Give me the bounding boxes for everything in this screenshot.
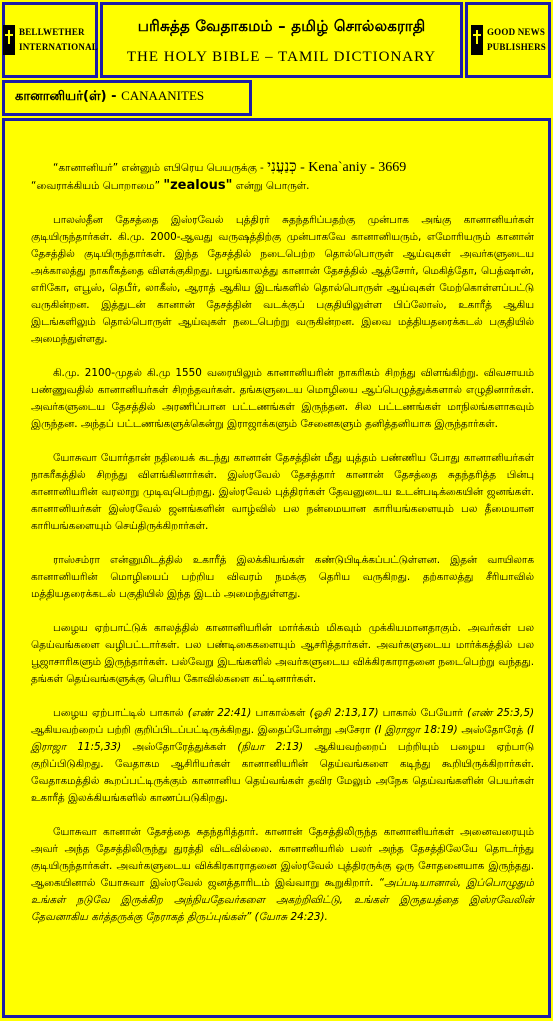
logo-right-line2: PUBLISHERS	[486, 42, 547, 52]
entry-content	[2, 118, 551, 1018]
paragraph-references	[31, 705, 534, 807]
bellwether-logo	[2, 2, 98, 78]
scripture-reference: (நியா 2:13)	[237, 741, 304, 753]
entry-heading	[2, 80, 252, 116]
paragraph-text: யோசுவா யோர்தான் நதியைக் கடந்து கானான் தேசத்தின் மீது யுத்தம் பண்ணிய போது கானானியர்கள் நாகரீகத்தில் சிறந்து விளங்கினார்கள். இஸ்ரவேல் தேசத்தார் கானான் தேசத்தை சுதந்தரித்த பின்பு கானானியரின் வரலாறு முடிவுபெற்றது. இஸ்ரவேல் புத்திரர்கள் தேவனுடைய உடன்படிக்கையின் ஜனங்கள். கானானியர்கள் இஸ்ரவேல் ஜனங்களின் வாழ்வில் பல நன்மையான காரியங்களையும் பல தீமையான காரியங்களையும் செய்திருக்கிறார்கள்.	[31, 452, 534, 532]
paragraph-text: ஆகியவற்றைப் பற்றியும் பழைய ஏற்பாடு குறிப்பிடுகிறது. வேதாகம ஆசிரியர்கள் கானானியரின் தெய்வங்களை கடிந்து கூறியிருக்கிறார்கள். வேதாகமத்தில் கூறப்பட்டிருக்கும் கானானிய தெய்வங்கள் தவிர மேலும் அநேக தெய்வங்களின் பெயர்கள் உகாரீத் இலக்கியங்களில் காணப்படுகிறது.	[31, 741, 534, 804]
scripture-reference: (எண் 25:3,5)	[467, 707, 534, 719]
paragraph-text: பழைய ஏற்பாட்டில் பாகால்	[53, 707, 188, 719]
paragraph-text: அஸ்தோரேத்துக்கள்	[121, 741, 238, 753]
strongs-reference: - Kena`aniy - 3669	[296, 160, 407, 175]
paragraph-text: பழைய ஏற்பாட்டுக் காலத்தில் கானானியரின் மார்க்கம் மிகவும் முக்கியமானதாகும். அவர்கள் பல தெய்வங்களை வழிபட்டார்கள். பல பண்டிகைகளையும் ஆசரித்தார்கள். அவர்களுடைய மார்க்கத்தில் பல பூஜாசாரிகளும் இருந்தார்கள். பல்வேறு இடங்களில் அவர்களுடைய விக்கிரகாராதனை நடைபெற்று வந்தது. தங்கள் தெய்வங்களுக்கு பெரிய கோவில்களை கட்டினார்கள்.	[31, 622, 534, 685]
intro-text-1: “கானானியர்” என்னும் எபிரெய பெயருக்கு -	[53, 162, 268, 174]
paragraph	[31, 212, 534, 348]
logo-left-line1: BELLWETHER	[19, 27, 85, 37]
paragraph-text: பாலஸ்தீன தேசத்தை இஸ்ரவேல் புத்திரர் சுதந்தரிப்பதற்கு முன்பாக அங்கு கானானியர்கள் குடியிருந்தார்கள். கி.மு. 2000-ஆவது வருஷத்திற்கு முன்பாகவே கானானியரும், எமோரியரும் கானான் தேசத்தில் குடியிருந்தார்கள். இந்த தேசத்தில் நடைபெற்ற தொல்பொருள் ஆய்வுகள் அவர்களுடைய அக்காலத்து நாகரீகத்தை விளக்குகிறது. பழங்காலத்து கானான் தேசத்தில் ஆத்சோர், மெகித்தோ, பெத்ஷான், எரிகோ, எபூஸ், தெபீர், லாகீஸ், ஆராத் ஆகிய இடங்களில் தொல்பொருள் ஆய்வுகள் மேற்கொள்ளப்பட்டு வருகின்றன. இத்துடன் கானான் தேசத்தின் வடக்குப் பகுதியிலுள்ள பிப்லோஸ், உகாரீத் ஆகிய இடங்களிலும் தொல்பொருள் ஆய்வுகள் நடைபெற்று வருகின்றன. இவை மத்தியதரைக்கடல் பகுதியில் அமைந்துள்ளது.	[31, 214, 534, 345]
good-news-logo	[465, 2, 551, 78]
paragraph-text: பாகால்கள்	[251, 707, 310, 719]
intro-paragraph	[31, 159, 534, 195]
paragraph-text: அஸ்தோரேத்	[457, 724, 527, 736]
paragraph-text: கி.மு. 2100-முதல் கி.மு 1550 வரையிலும் கானானியரின் நாகரிகம் சிறந்து விளங்கிற்று. விவசாயம் பண்ணுவதில் கானானியர்கள் சிறந்தவர்கள். தங்களுடைய மொழியை ஆப்பெழுத்துக்களால் எழுதினார்கள். அவர்களுடைய தேசத்தில் அரணிப்பான பட்டணங்கள் இருந்தன. சில பட்டணங்கள் மாநிலங்களாகவும் இருந்தன. அந்தப் பட்டணங்களுக்கென்று இராஜாக்களும் சேனைகளும் தனித்தனியாக இருந்தார்கள்.	[31, 367, 534, 430]
heading-english: CANAANITES	[121, 88, 205, 103]
paragraph	[31, 620, 534, 688]
title-english: THE HOLY BIBLE – TAMIL DICTIONARY	[126, 49, 437, 65]
english-meaning: "zealous"	[163, 178, 233, 193]
paragraph	[31, 552, 534, 603]
paragraph	[31, 450, 534, 535]
heading-tamil: கானானியர்(ள்) -	[15, 89, 122, 104]
logo-right-line1: GOOD NEWS	[486, 27, 546, 37]
intro-text-4: என்று பொருள்.	[232, 180, 310, 192]
title-tamil: பரிசுத்த வேதாகமம் – தமிழ் சொல்லகராதி	[137, 17, 426, 35]
title-banner	[100, 2, 463, 78]
paragraph-text: பாகால் பேயோர்	[378, 707, 468, 719]
bible-icon	[470, 23, 484, 57]
intro-text-3: “வைராக்கியம் பொறாமை”	[31, 180, 164, 192]
paragraph-text: யோசுவா கானான் தேசத்தை சுதந்தரித்தார். கானான் தேசத்திலிருந்த கானானியர்கள் அனைவரையும் அவர் அந்த தேசத்திலிருந்து துரத்தி விடவில்லை. கானானியரில் பலர் அந்த தேசத்திலேயே தொடர்ந்து குடியிருந்தார்கள். அவர்களுடைய விக்கிரகாராதனை இஸ்ரவேல் புத்திரருக்கு ஒரு சோதனையாக இருந்தது. ஆகையினால் யோசுவா இஸ்ரவேல் ஜனத்தாரிடம் இவ்வாறு கூறுகிறார்.	[31, 826, 534, 889]
scripture-quote: “அப்படியானால், இப்பொழுதும் உங்கள் நடுவே இருக்கிற அந்நியதேவர்களை அகற்றிவிட்டு, உங்கள் இருதயத்தை இஸ்ரவேலின் தேவனாகிய கர்த்தருக்கு நேராகத் திருப்புங்கள்” (யோசு 24:23).	[31, 877, 534, 923]
paragraph-text: ராஸ்சம்ரா என்னுமிடத்தில் உகாரீத் இலக்கியங்கள் கண்டுபிடிக்கப்பட்டுள்ளன. இதன் வாயிலாக கானானியரின் மொழியைப் பற்றிய விவரம் நமக்கு தெரிய வருகிறது. தற்காலத்து சீரியாவில் மத்தியதரைக்கடல் பகுதியில் இந்த இடம் அமைந்துள்ளது.	[31, 554, 534, 600]
bible-icon	[2, 23, 16, 57]
scripture-reference: (ஓசி 2:13,17)	[309, 707, 379, 719]
hebrew-word: כְּנַעֲנִי	[267, 159, 297, 175]
scripture-reference: (I இராஜா 11:5,33)	[31, 724, 534, 753]
paragraph-quote	[31, 824, 534, 926]
logo-left-line2: INTERNATIONAL	[19, 42, 98, 52]
scripture-reference: (I இராஜா 18:19)	[374, 724, 458, 736]
paragraph	[31, 365, 534, 433]
scripture-reference: (எண் 22:41)	[187, 707, 252, 719]
paragraph-text: ஆகியவற்றைப் பற்றி குறிப்பிடப்பட்டிருக்கிறது. இதைப்போன்று அசேரா	[31, 724, 375, 736]
